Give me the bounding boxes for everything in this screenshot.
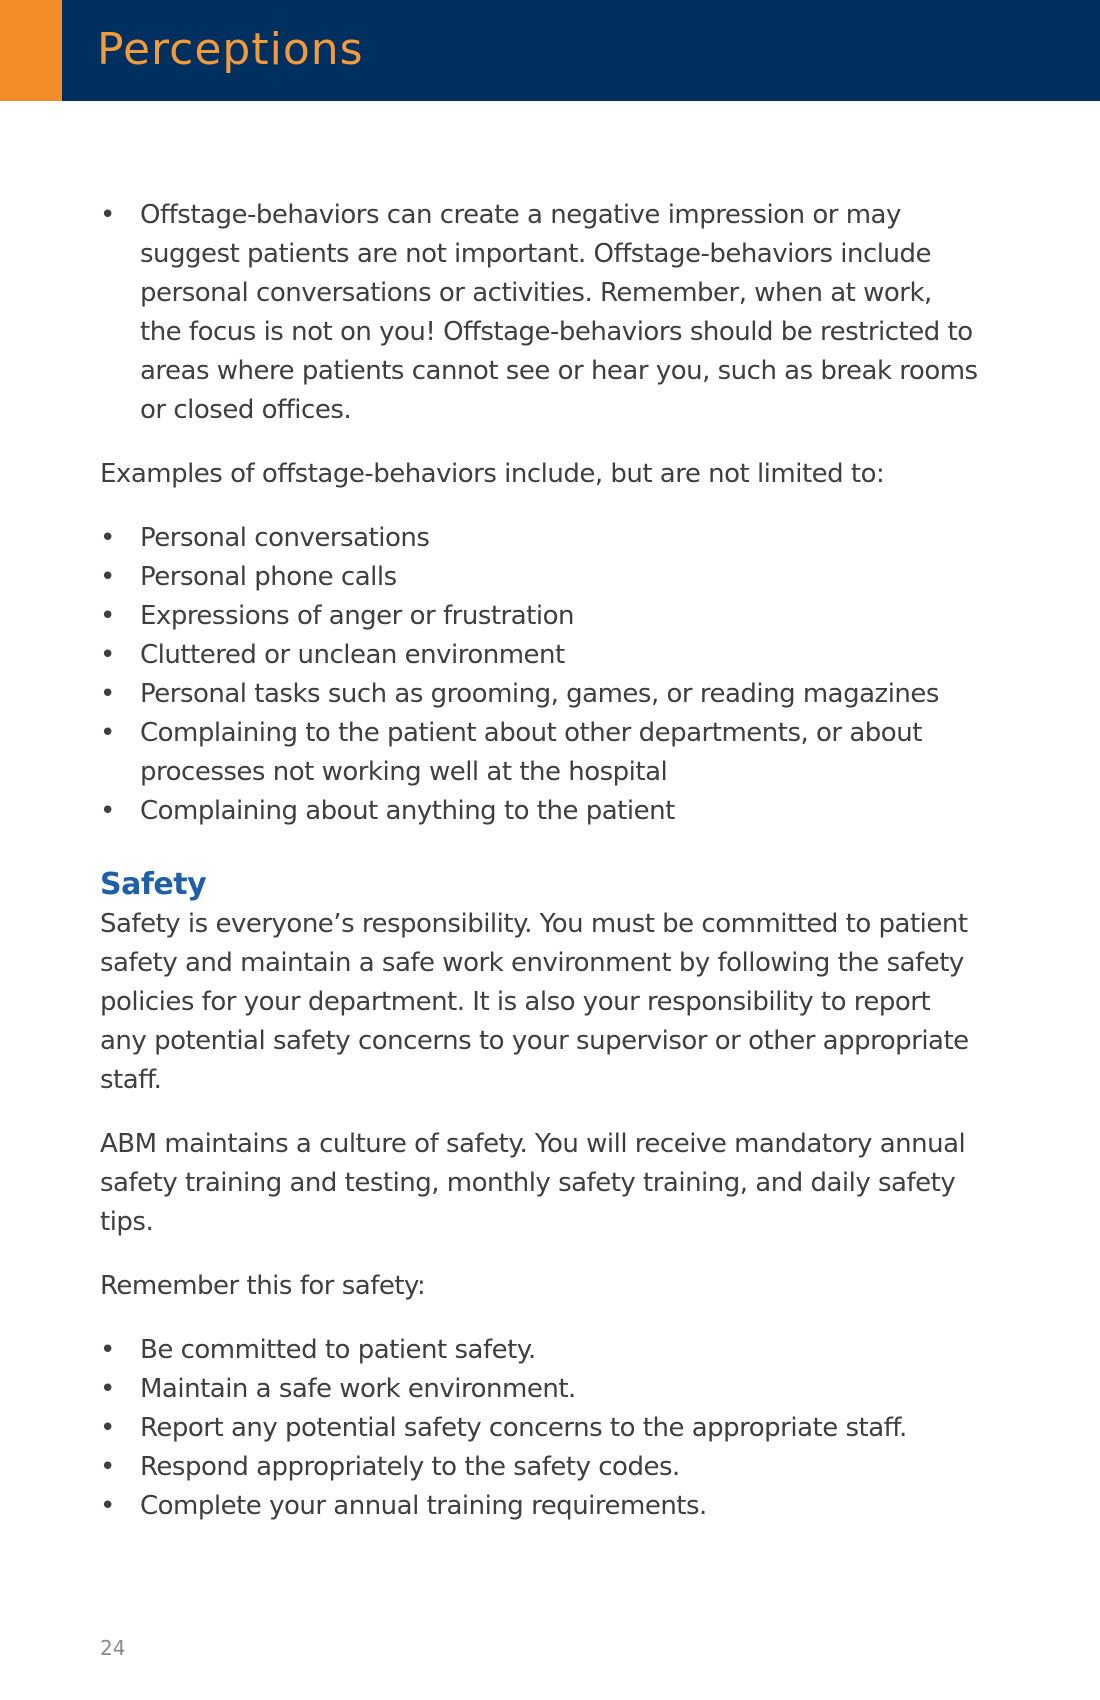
list-item: • Cluttered or unclean environment [100,636,980,675]
list-item: • Personal tasks such as grooming, games, or reading magazines [100,675,980,714]
list-item: • Maintain a safe work environment. [100,1370,980,1409]
safety-bullet-list [100,1331,980,1526]
list-item: • Complete your annual training requirements. [100,1487,980,1526]
examples-intro-text: Examples of offstage-behaviors include, but are not limited to: [100,459,885,489]
intro-bullet-list [100,196,980,430]
page-content [100,196,980,1551]
list-item: • Report any potential safety concerns to the appropriate staff. [100,1409,980,1448]
page-title: Perceptions [97,24,364,75]
page-header-bar [0,0,1100,101]
list-item: • Complaining to the patient about other departments, or about processes not working well at the hospital [100,714,980,792]
safety-heading: Safety [100,867,207,902]
page-number: 24 [100,1636,126,1660]
list-item: • Personal conversations [100,519,980,558]
header-accent-block [0,0,62,101]
safety-remember-intro: Remember this for safety: [100,1271,426,1301]
list-item: • Respond appropriately to the safety codes. [100,1448,980,1487]
safety-paragraph: Safety is everyone’s responsibility. You must be committed to patient safety and maintain a safe work environment by following the safety policies for your department. It is also your responsibility to report any potential safety concerns to your supervisor or other appropriate staff. [100,909,969,1095]
list-item: • Be committed to patient safety. [100,1331,980,1370]
list-item: • Personal phone calls [100,558,980,597]
list-item: • Expressions of anger or frustration [100,597,980,636]
safety-culture-paragraph: ABM maintains a culture of safety. You will receive mandatory annual safety training and testing, monthly safety training, and daily safety tips. [100,1129,966,1237]
examples-bullet-list [100,519,980,831]
list-item: • Complaining about anything to the patient [100,792,980,831]
list-item: • Offstage-behaviors can create a negative impression or may suggest patients are not important. Offstage-behaviors include personal conversations or activities. Remember, when at work, the focus is not on you! Offstage-behaviors should be restricted to areas where patients cannot see or hear you, such as break rooms or closed offices. [100,196,980,430]
